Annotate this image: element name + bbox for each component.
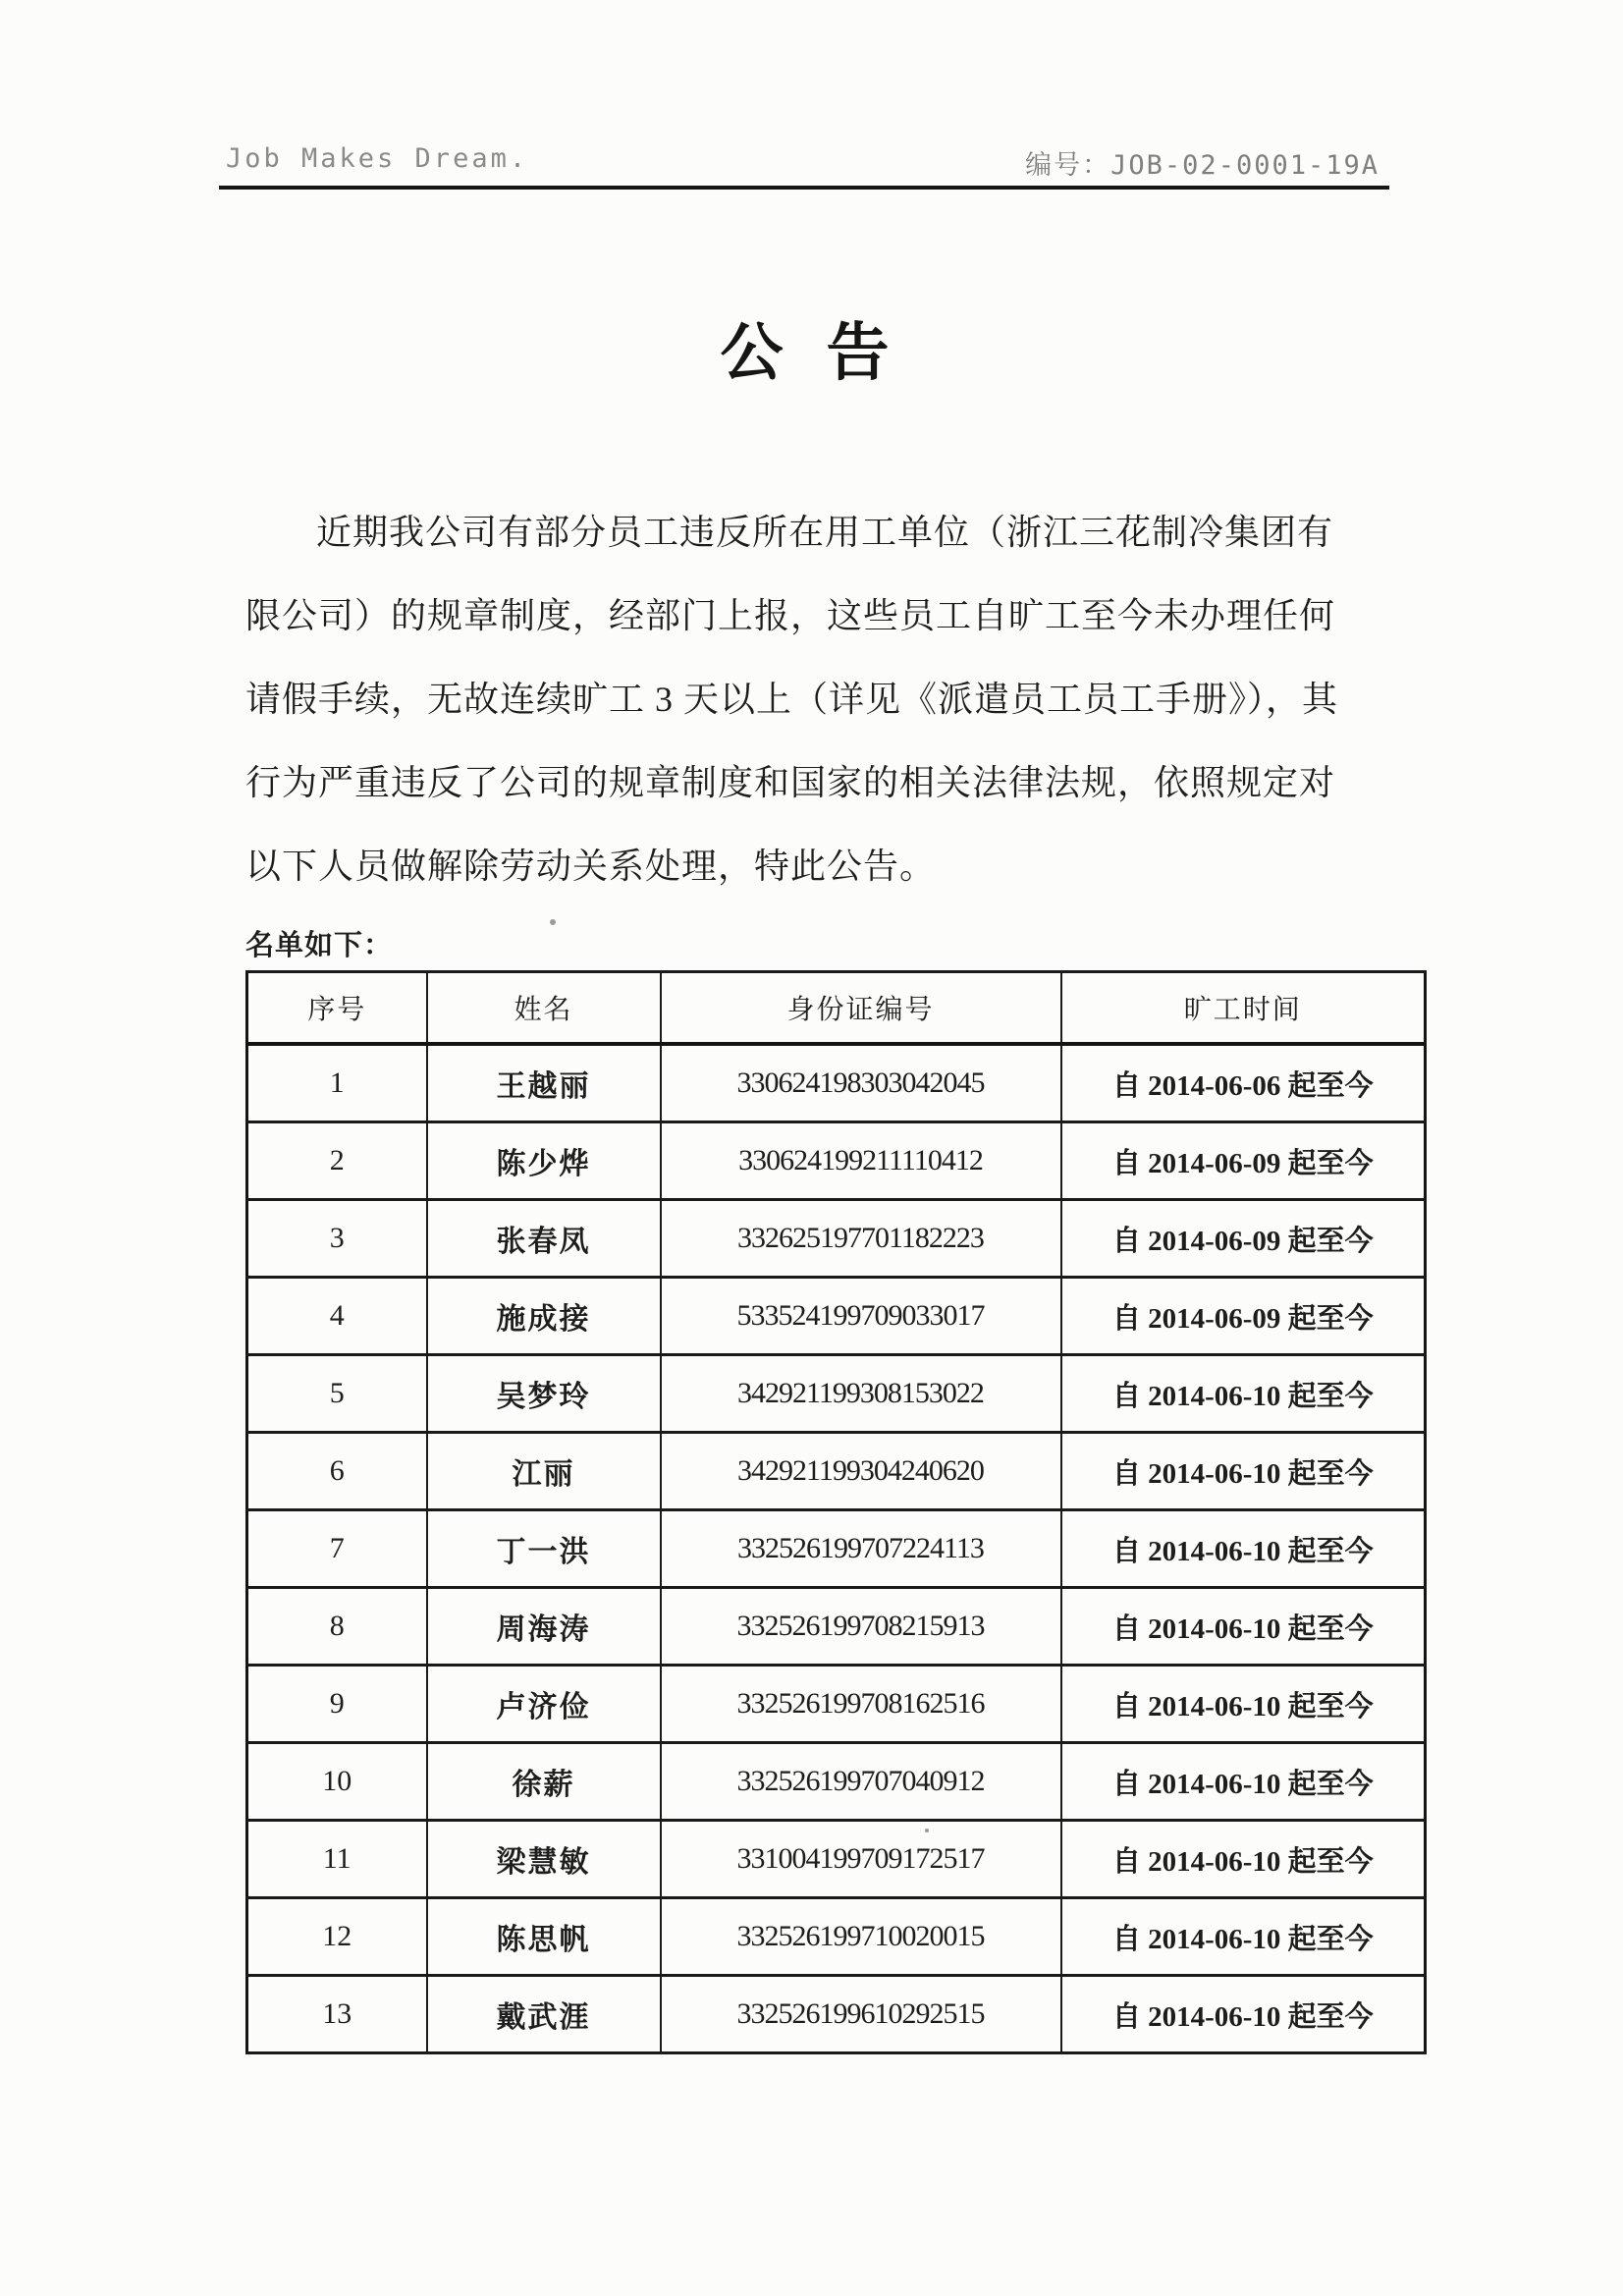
cell-id-number: 342921199308153022	[661, 1355, 1061, 1433]
cell-absence-period: 自 2014-06-10 起至今	[1061, 1976, 1426, 2053]
letterhead-slogan: Job Makes Dream.	[226, 143, 529, 174]
cell-name: 梁慧敏	[427, 1821, 661, 1898]
cell-id-number: 332526199708162516	[661, 1666, 1061, 1743]
table-row	[247, 1821, 1426, 1898]
cell-absence-period: 自 2014-06-10 起至今	[1061, 1510, 1426, 1588]
letterhead	[226, 143, 1380, 179]
cell-absence-period: 自 2014-06-10 起至今	[1061, 1355, 1426, 1433]
cell-index: 3	[247, 1200, 427, 1278]
cell-index: 1	[247, 1044, 427, 1122]
cell-absence-period: 自 2014-06-10 起至今	[1061, 1433, 1426, 1510]
cell-absence-period: 自 2014-06-10 起至今	[1061, 1821, 1426, 1898]
letterhead-doc-number	[1025, 143, 1380, 182]
cell-id-number: 330624198303042045	[661, 1044, 1061, 1122]
cell-name: 施成接	[427, 1278, 661, 1355]
cell-id-number: 332625197701182223	[661, 1200, 1061, 1278]
roster-table-body	[247, 1044, 1426, 2053]
roster-table	[245, 970, 1427, 2054]
table-row	[247, 1044, 1426, 1122]
scan-artifact-dot	[550, 919, 556, 925]
header-cell-absence-period: 旷工时间	[1061, 972, 1426, 1045]
cell-id-number: 330624199211110412	[661, 1122, 1061, 1200]
table-row	[247, 1976, 1426, 2053]
doc-number-value: JOB-02-0001-19A	[1110, 150, 1380, 181]
header-cell-id-number: 身份证编号	[661, 972, 1061, 1045]
cell-name: 王越丽	[427, 1044, 661, 1122]
cell-name: 陈思帆	[427, 1898, 661, 1976]
doc-number-label: 编号：	[1025, 150, 1111, 181]
header-cell-index: 序号	[247, 972, 427, 1045]
cell-index: 11	[247, 1821, 427, 1898]
paragraph-line: 限公司）的规章制度，经部门上报，这些员工自旷工至今未办理任何	[245, 596, 1336, 635]
table-row	[247, 1433, 1426, 1510]
cell-name: 吴梦玲	[427, 1355, 661, 1433]
table-row	[247, 1666, 1426, 1743]
cell-absence-period: 自 2014-06-09 起至今	[1061, 1278, 1426, 1355]
table-row	[247, 1588, 1426, 1666]
table-row	[247, 1510, 1426, 1588]
cell-index: 5	[247, 1355, 427, 1433]
scan-artifact-dot	[925, 1829, 929, 1832]
cell-id-number: 331004199709172517	[661, 1821, 1061, 1898]
table-row	[247, 1200, 1426, 1278]
letterhead-divider	[219, 186, 1389, 190]
paragraph-line: 行为严重违反了公司的规章制度和国家的相关法律法规，依照规定对	[245, 763, 1336, 802]
cell-name: 戴武涯	[427, 1976, 661, 2053]
cell-name: 丁一洪	[427, 1510, 661, 1588]
cell-name: 张春凤	[427, 1200, 661, 1278]
cell-index: 9	[247, 1666, 427, 1743]
cell-index: 2	[247, 1122, 427, 1200]
cell-index: 13	[247, 1976, 427, 2053]
header-cell-name: 姓名	[427, 972, 661, 1045]
cell-absence-period: 自 2014-06-10 起至今	[1061, 1666, 1426, 1743]
cell-absence-period: 自 2014-06-06 起至今	[1061, 1044, 1426, 1122]
cell-id-number: 332526199707040912	[661, 1743, 1061, 1821]
cell-name: 周海涛	[427, 1588, 661, 1666]
cell-index: 4	[247, 1278, 427, 1355]
cell-name: 卢济俭	[427, 1666, 661, 1743]
cell-id-number: 332526199710020015	[661, 1898, 1061, 1976]
table-row	[247, 1355, 1426, 1433]
cell-name: 徐薪	[427, 1743, 661, 1821]
cell-index: 6	[247, 1433, 427, 1510]
cell-name: 江丽	[427, 1433, 661, 1510]
paragraph-line: 以下人员做解除劳动关系处理，特此公告。	[245, 847, 937, 886]
cell-id-number: 533524199709033017	[661, 1278, 1061, 1355]
page-title: 公 告	[720, 318, 903, 388]
table-row	[247, 1743, 1426, 1821]
cell-name: 陈少烨	[427, 1122, 661, 1200]
cell-index: 10	[247, 1743, 427, 1821]
table-header-row	[247, 972, 1426, 1045]
table-row	[247, 1122, 1426, 1200]
cell-id-number: 342921199304240620	[661, 1433, 1061, 1510]
cell-absence-period: 自 2014-06-10 起至今	[1061, 1743, 1426, 1821]
cell-id-number: 332526199707224113	[661, 1510, 1061, 1588]
cell-absence-period: 自 2014-06-09 起至今	[1061, 1122, 1426, 1200]
cell-index: 7	[247, 1510, 427, 1588]
cell-absence-period: 自 2014-06-10 起至今	[1061, 1588, 1426, 1666]
cell-absence-period: 自 2014-06-09 起至今	[1061, 1200, 1426, 1278]
paragraph-line: 近期我公司有部分员工违反所在用工单位（浙江三花制冷集团有	[316, 513, 1334, 552]
table-row	[247, 1278, 1426, 1355]
list-label: 名单如下：	[245, 930, 394, 961]
cell-id-number: 332526199708215913	[661, 1588, 1061, 1666]
cell-index: 8	[247, 1588, 427, 1666]
table-row	[247, 1898, 1426, 1976]
paragraph-line: 请假手续，无故连续旷工 3 天以上（详见《派遣员工员工手册》），其	[245, 680, 1339, 719]
cell-absence-period: 自 2014-06-10 起至今	[1061, 1898, 1426, 1976]
announcement-paragraph	[245, 491, 1404, 908]
cell-id-number: 332526199610292515	[661, 1976, 1061, 2053]
cell-index: 12	[247, 1898, 427, 1976]
